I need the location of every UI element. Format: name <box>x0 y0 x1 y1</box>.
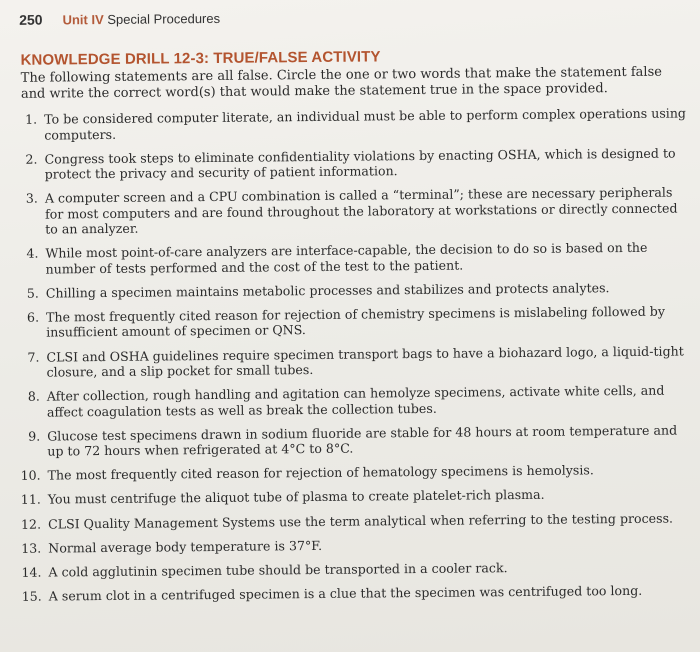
item-number: 4. <box>26 245 39 262</box>
item-text: CLSI Quality Management Systems use the term analytical when referring to the testing process. <box>47 510 674 532</box>
statement-item <box>2 184 700 237</box>
item-text: Normal average body temperature is 37°F. <box>48 537 323 556</box>
drill-title: KNOWLEDGE DRILL 12-3: TRUE/FALSE ACTIVITY <box>20 48 381 69</box>
item-text: Glucose test specimens drawn in sodium fluoride are stable for 48 hours at room temperature and up to 72 hours when refrigerated at 4°C to 8°C. <box>47 422 678 459</box>
item-number: 8. <box>27 388 40 404</box>
item-number: 6. <box>26 309 40 325</box>
item-text: The most frequently cited reason for rejection of chemistry specimens is mislabeling followed by insufficient amount of specimen or QNS. <box>45 303 666 341</box>
statement-item <box>2 240 700 278</box>
statement-item <box>3 303 700 341</box>
item-number: 14. <box>21 564 42 580</box>
item-text: To be considered computer literate, an individual must be able to perform complex operations using computers. <box>44 105 687 143</box>
item-number: 11. <box>20 492 41 508</box>
statement-item <box>1 145 700 183</box>
statement-list <box>1 105 700 613</box>
statement-item <box>6 582 700 604</box>
statement-item <box>5 510 700 532</box>
item-text: A cold agglutinin specimen tube should be transported in a cooler rack. <box>48 559 508 580</box>
statement-item <box>5 558 700 580</box>
item-number: 2. <box>25 151 38 167</box>
statement-item <box>5 534 700 556</box>
page-number: 250 <box>19 11 43 28</box>
item-number: 12. <box>20 516 42 532</box>
item-text: The most frequently cited reason for rejection of hematology specimens is hemolysis. <box>47 462 594 483</box>
unit-label: Unit IV <box>62 11 104 27</box>
item-number: 15. <box>21 588 42 604</box>
item-text: You must centrifuge the aliquot tube of plasma to create platelet-rich plasma. <box>47 487 545 508</box>
item-text: While most point-of-care analyzers are interface-capable, the decision to do so is based on the number of tests performed and the cost of the test to the patient. <box>45 240 648 277</box>
statement-item <box>3 279 700 301</box>
drill-instructions: The following statements are all false. Circle the one or two words that make the statement false and write the correct word(s) that would make the statement true in the space provided. <box>20 64 662 102</box>
statement-item <box>4 422 700 460</box>
page-header <box>0 0 700 38</box>
item-text: Congress took steps to eliminate confidentiality violations by enacting OSHA, which is designed to protect the privacy and security of patient information. <box>44 145 676 182</box>
item-text: A serum clot in a centrifuged specimen is a clue that the specimen was centrifuged too long. <box>48 582 643 604</box>
statement-item <box>1 105 700 143</box>
statement-item <box>4 382 700 420</box>
item-text: After collection, rough handling and agitation can hemolyze specimens, activate white cells, and affect coagulation tests as well as break the collection tubes. <box>46 382 665 420</box>
item-number: 1. <box>25 111 38 127</box>
statement-item <box>4 462 700 484</box>
running-header <box>62 10 220 27</box>
unit-title: Special Procedures <box>107 10 221 27</box>
item-number: 3. <box>25 190 38 206</box>
item-number: 7. <box>27 349 40 365</box>
item-number: 5. <box>26 285 39 301</box>
item-number: 13. <box>21 540 42 556</box>
statement-item <box>5 486 700 508</box>
item-text: Chilling a specimen maintains metabolic processes and stabilizes and protects analytes. <box>45 280 610 301</box>
item-number: 10. <box>20 467 41 484</box>
item-text: A computer screen and a CPU combination is called a “terminal”; these are necessary peripherals for most computers and are found throughout the laboratory at workstations or directly connected to an analyzer. <box>44 184 678 237</box>
item-text: CLSI and OSHA guidelines require specimen transport bags to have a biohazard logo, a liquid-tight closure, and a slip pocket for small tubes. <box>46 343 684 380</box>
item-number: 9. <box>28 428 41 444</box>
statement-item <box>3 343 700 381</box>
